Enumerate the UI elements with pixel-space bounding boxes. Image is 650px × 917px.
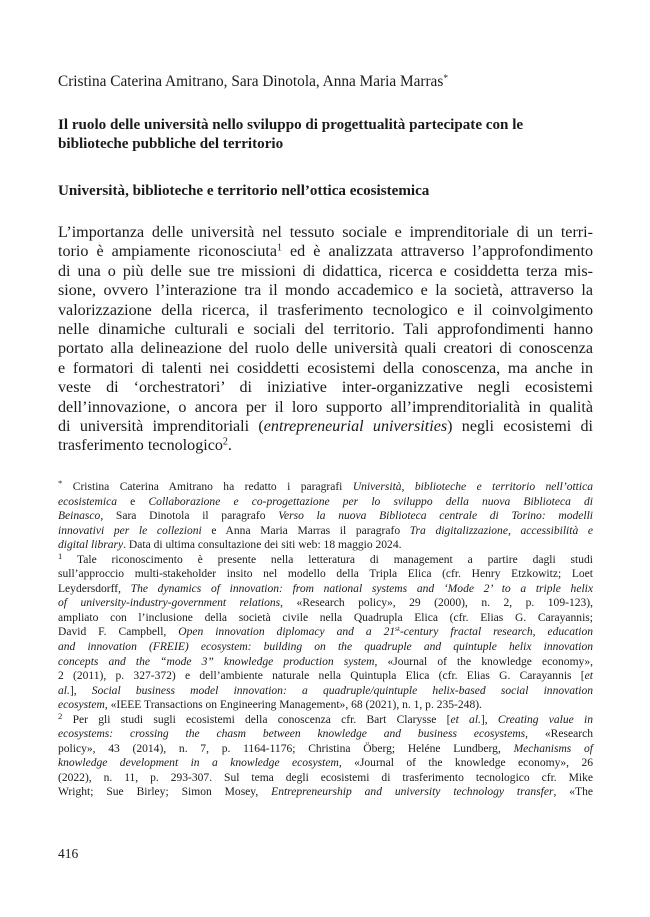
article-title-line: Il ruolo delle università nello sviluppo di progettualità partecipate con le (58, 117, 524, 133)
footnotes (58, 480, 593, 800)
footnote-1: $^1$ Tale riconoscimento è presente nella letteratura di management a partire dagli studi sull’approccio multi-stakeholder insito nel modello della Tripla Elica (cfr. Henry Etzkowitz; Loet Leydersdorff, The dynamics of innovation: from national systems and ‘Mode 2’ to a triple helix of university-industry-government relations, «Research policy», 29 (2000), n. 2, p. 109-123), ampliato con l’inclusione della società civile nella Quadrupla Elica (cfr. Elias G. Carayannis; David F. Campbell, Open innovation diplomacy and a 21st-century fractal research, education and innovation (FREIE) ecosystem: building on the quadruple and quintuple helix innovation concepts and the “mode 3” knowledge production system, «Journal of the knowledge economy», 2 (2011), p. 327-372) e dell’ambiente naturale nella Quintupla Elica (cfr. Elias G. Carayannis [et al.], Social business model innovation: a quadruple/quintuple helix-based social innovation ecosystem, «IEEE Transactions on Engineering Management», 68 (2021), n. 1, p. 235-248). (58, 550, 594, 712)
body-line: L’importanza delle università nel tessuto sociale e imprenditoriale di un terri- (58, 224, 593, 241)
footnote-ref: 1 (277, 242, 282, 254)
body-line: di università imprenditoriali (entrepreneurial universities) negli ecosistemi di (58, 417, 594, 435)
body-line: veste di ‘orchestratori’ di iniziative inter-organizzative negli ecosistemi (58, 379, 593, 397)
footnote-ref: 2 (222, 436, 228, 448)
body-line: di una o più delle sue tre missioni di didattica, ricerca e cosiddetta terza mis- (58, 262, 593, 280)
body-line: nelle dinamiche culturali e sociali del territorio. Tali approfondimenti hanno (58, 320, 593, 338)
footnote-mark: * (58, 478, 63, 489)
article-title (58, 116, 593, 153)
body-line: valorizzazione della ricerca, il trasferimento tecnologico e il coinvolgimento (58, 301, 593, 319)
footnote-star: * Cristina Caterina Amitrano ha redatto i paragrafi Università, biblioteche e territorio nell’ottica ecosistemica e Collaborazione e co-progettazione per lo sviluppo della nuova Biblioteca di Beinasco, Sara Dinotola il paragrafo Verso la nuova Biblioteca centrale di Torino: modelli innovativi per le collezioni e Anna Maria Marras il paragrafo Tra digitalizzazione, accessibilità e digital library. Data di ultima consultazione dei siti web: 18 maggio 2024. (58, 478, 593, 552)
body-line: sione, ovvero l’interazione tra il mondo accademico e la società, attraverso la (58, 282, 593, 300)
section-heading: Università, biblioteche e territorio nell’ottica ecosistemica (58, 183, 430, 199)
authors-line (58, 73, 448, 91)
body-line: trasferimento tecnologico$^2$. (58, 436, 232, 455)
body-paragraph (58, 223, 593, 456)
authors-note-mark: * (443, 73, 449, 84)
article-title-line: biblioteche pubbliche del territorio (58, 135, 284, 152)
footnote-mark: 1 (58, 550, 63, 561)
body-line: e formatori di talenti nei cosiddetti ecosistemi della conoscenza, ma anche in (58, 359, 593, 377)
body-line: torio è ampiamente riconosciuta$^1$ ed è analizzata attraverso l’approfondimento (58, 242, 594, 261)
footnote-2: $^2$ Per gli studi sugli ecosistemi della conoscenza cfr. Bart Clarysse [et al.], Creating value in ecosystems: crossing the chasm between knowledge and business ecosystems, «Research policy», 43 (2014), n. 7, p. 1164-1176; Christina Öberg; Heléne Lundberg, Mechanisms of knowledge development in a knowledge ecosystem, «Journal of the knowledge economy», 26 (2022), n. 11, p. 293-307. Sul tema degli ecosistemi di trasferimento tecnologico cfr. Mike Wright; Sue Birley; Simon Mosey, Entrepreneurship and university technology transfer, «The (58, 710, 594, 799)
footnote-mark: 2 (58, 710, 63, 721)
authors: Cristina Caterina Amitrano, Sara Dinotola, Anna Maria Marras (58, 73, 444, 90)
page-number: 416 (58, 846, 79, 861)
body-line: dell’innovazione, o ancora per il loro supporto all’imprenditorialità in qualità (58, 398, 593, 416)
body-line: portato alla delineazione del ruolo delle università quali creatori di conoscenza (58, 340, 593, 358)
